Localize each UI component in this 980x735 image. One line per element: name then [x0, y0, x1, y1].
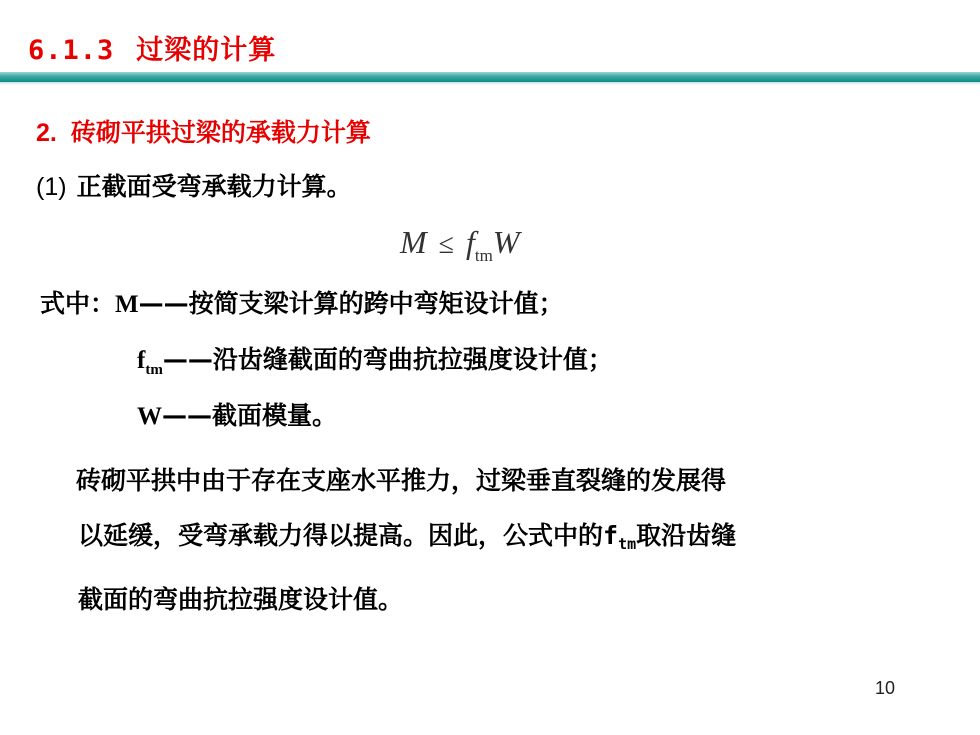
- explanation-paragraph: [76, 453, 956, 627]
- title-underline-shadow: [0, 82, 980, 85]
- paragraph-symbol: $f_{tm}$: [603, 521, 637, 553]
- section-2-title: 砖砌平拱过梁的承载力计算: [70, 118, 371, 147]
- definition-modulus: [137, 396, 337, 432]
- bending-formula: [400, 224, 520, 266]
- definition-symbol: M: [115, 291, 139, 318]
- definition-moment: [40, 284, 564, 320]
- definition-text: ——截面模量。: [162, 401, 338, 430]
- subsection-1-heading: [36, 167, 352, 203]
- definition-symbol: $f_{tm}$: [137, 347, 163, 378]
- subsection-1-number: (1): [36, 173, 67, 201]
- title-underline: [0, 72, 980, 82]
- section-number: 6.1.3: [28, 35, 115, 66]
- definition-lead: 式中：: [40, 289, 116, 318]
- subsection-1-title: 正截面受弯承载力计算。: [76, 172, 352, 201]
- formula-w: W: [492, 224, 520, 260]
- formula-f: f: [466, 224, 475, 260]
- paragraph-line-2: 以延缓，受弯承载力得以提高。因此，公式中的$f_{tm}$取沿齿缝: [78, 521, 737, 553]
- formula-moment: M: [400, 224, 427, 260]
- definition-ftm: [137, 340, 613, 379]
- definition-text: ——沿齿缝截面的弯曲抗拉强度设计值；: [162, 345, 613, 374]
- slide-title: [28, 28, 276, 67]
- definition-symbol-subscript: tm: [145, 362, 163, 378]
- section-2-heading: [36, 113, 371, 149]
- definition-text: ——按简支梁计算的跨中弯矩设计值；: [138, 289, 564, 318]
- formula-relation: ≤: [438, 229, 455, 260]
- definition-symbol: W: [137, 403, 162, 430]
- section-2-number: 2.: [36, 119, 57, 147]
- paragraph-line-1: 砖砌平拱中由于存在支座水平推力，过梁垂直裂缝的发展得: [76, 466, 727, 495]
- section-title: 过梁的计算: [136, 35, 277, 66]
- page-number: 10: [875, 678, 896, 698]
- paragraph-line-3: 截面的弯曲抗拉强度设计值。: [78, 585, 404, 614]
- formula-f-subscript: tm: [474, 246, 493, 265]
